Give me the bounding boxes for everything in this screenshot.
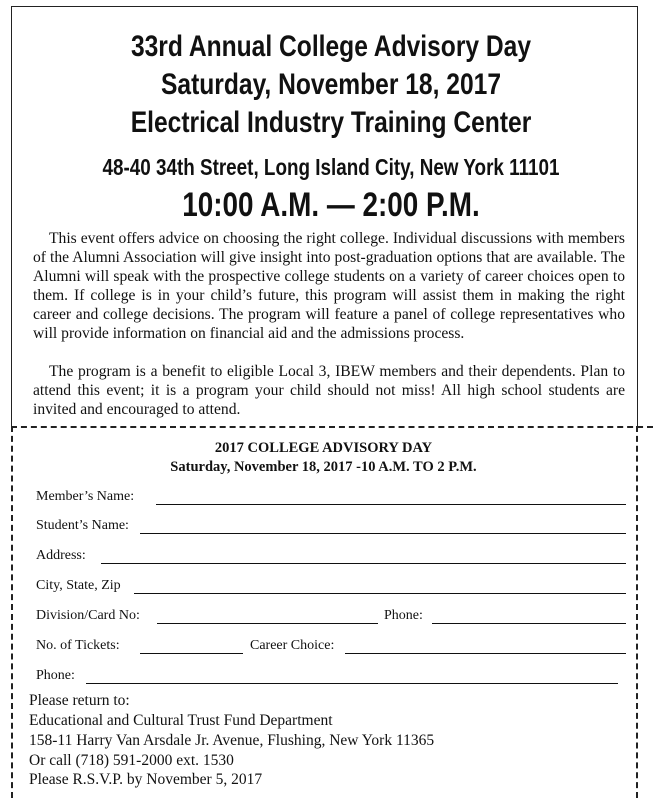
return-phone: Or call (718) 591-2000 ext. 1530	[29, 752, 234, 769]
tickets-label: No. of Tickets:	[36, 638, 120, 653]
rsvp-deadline: Please R.S.V.P. by November 5, 2017	[29, 771, 263, 788]
event-title: 33rd Annual College Advisory Day	[130, 30, 532, 63]
city-state-zip-field[interactable]	[134, 593, 626, 594]
return-department: Educational and Cultural Trust Fund Department	[29, 712, 333, 729]
members-name-label: Member’s Name:	[36, 489, 135, 504]
students-name-label: Student’s Name:	[36, 518, 129, 533]
return-address: 158-11 Harry Van Arsdale Jr. Avenue, Flushing, New York 11365	[29, 732, 435, 749]
form-subtitle: Saturday, November 18, 2017 -10 A.M. TO 2 P.M.	[170, 459, 477, 475]
form-right-border	[636, 426, 638, 798]
phone-field[interactable]	[432, 623, 626, 624]
description-paragraph-1: This event offers advice on choosing the right college. Individual discussions with members of the Alumni Association will give insight into post-graduation options that are available. The Alumni will speak with the prospective college students on a variety of career choices open to them. If college is in your child’s future, this program will assist them in making the right career and college decisions. The program will feature a panel of college representatives who will provide information on financial aid and the admissions process.	[33, 230, 625, 342]
event-address: 48-40 34th Street, Long Island City, New York 11101	[102, 154, 560, 180]
form-title: 2017 COLLEGE ADVISORY DAY	[214, 440, 433, 456]
address-label: Address:	[36, 548, 86, 563]
form-left-border	[11, 426, 13, 798]
tickets-field[interactable]	[140, 653, 243, 654]
address-field[interactable]	[101, 563, 626, 564]
event-venue: Electrical Industry Training Center	[130, 106, 532, 139]
division-card-label: Division/Card No:	[36, 608, 140, 623]
event-date: Saturday, November 18, 2017	[160, 68, 502, 101]
return-label: Please return to:	[29, 692, 130, 709]
description-paragraph-2: The program is a benefit to eligible Local 3, IBEW members and their dependents. Plan to attend this event; it is a program your child should not miss! All high school students are invited and encouraged to attend.	[33, 363, 625, 418]
event-time: 10:00 A.M. — 2:00 P.M.	[182, 186, 480, 224]
phone2-label: Phone:	[36, 668, 75, 683]
phone-label: Phone:	[384, 608, 423, 623]
career-choice-field[interactable]	[345, 653, 626, 654]
members-name-field[interactable]	[156, 504, 626, 505]
division-card-field[interactable]	[157, 623, 378, 624]
phone2-field[interactable]	[86, 683, 618, 684]
cut-line	[11, 426, 653, 428]
career-choice-label: Career Choice:	[250, 638, 335, 653]
city-state-zip-label: City, State, Zip	[36, 578, 121, 593]
students-name-field[interactable]	[140, 533, 626, 534]
